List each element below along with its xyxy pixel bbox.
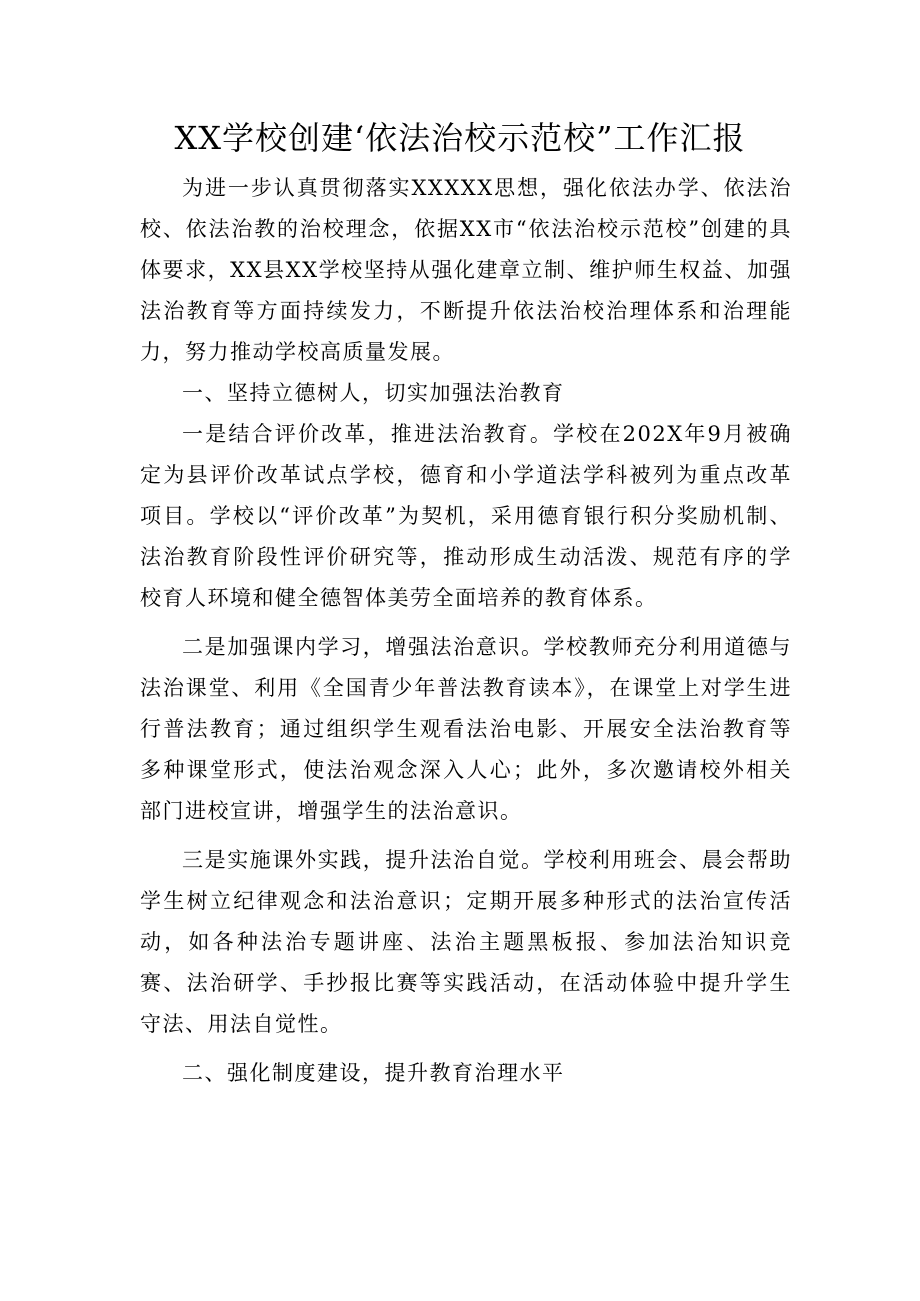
paragraph-gap xyxy=(140,832,792,840)
document-body xyxy=(140,168,792,1094)
body-paragraph-1: 一是结合评价改革，推进法治教育。学校在202X年9月被确定为县评价改革试点学校，德育和小学道法学科被列为重点改革项目。学校以“评价改革”为契机，采用德育银行积分奖励机制、法治教育阶段性评价研究等，推动形成生动活泼、规范有序的学校育人环境和健全德智体美劳全面培养的教育体系。 xyxy=(140,422,792,610)
body-paragraph-3: 三是实施课外实践，提升法治自觉。学校利用班会、晨会帮助学生树立纪律观念和法治意识；定期开展多种形式的法治宣传活动，如各种法治专题讲座、法治主题黑板报、参加法治知识竞赛、法治研学、手抄报比赛等实践活动，在活动体验中提升学生守法、用法自觉性。 xyxy=(140,848,792,1036)
body-paragraph-2: 二是加强课内学习，增强法治意识。学校教师充分利用道德与法治课堂、利用《全国青少年普法教育读本》，在课堂上对学生进行普法教育；通过组织学生观看法治电影、开展安全法治教育等多种课堂形式，使法治观念深入人心；此外，多次邀请校外相关部门进校宣讲，增强学生的法治意识。 xyxy=(140,635,792,823)
paragraph-gap xyxy=(140,619,792,627)
paragraph-gap xyxy=(140,1045,792,1053)
document-title: XX学校创建‘依法治校示范校”工作汇报 xyxy=(174,119,746,157)
section-heading-1: 一、坚持立德树人，切实加强法治教育 xyxy=(182,381,565,405)
section-heading-2: 二、强化制度建设，提升教育治理水平 xyxy=(182,1061,565,1085)
intro-paragraph: 为进一步认真贯彻落实XXXXX思想，强化依法办学、依法治校、依法治教的治校理念，依据XX市“依法治校示范校”创建的具体要求，XX县XX学校坚持从强化建章立制、维护师生权益、加强法治教育等方面持续发力，不断提升依法治校治理体系和治理能力，努力推动学校高质量发展。 xyxy=(140,176,792,364)
